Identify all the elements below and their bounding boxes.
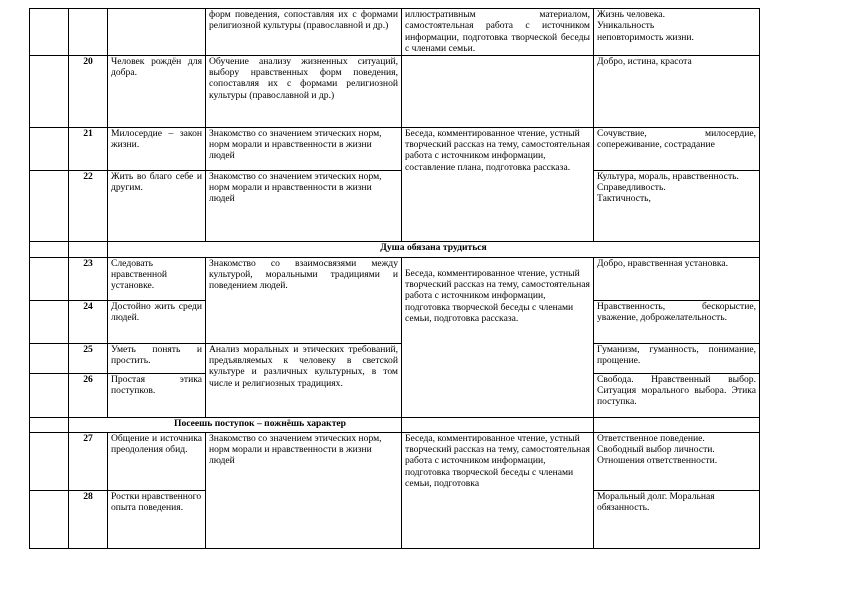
blank-cell [402, 417, 594, 432]
lesson-number: 28 [69, 490, 108, 548]
lesson-topic: Достойно жить среди людей. [108, 300, 206, 343]
lesson-content: Анализ моральных и этических требований, предъявляемых к человеку в светской культуре и различных культурных, в том числе и религиозных традициях. [206, 343, 402, 417]
section-title: Посеешь поступок – пожнёшь характер [69, 417, 402, 432]
blank-cell [30, 127, 69, 170]
table-row [30, 343, 760, 373]
blank-cell [30, 490, 69, 548]
lesson-topic: Милосердие – закон жизни. [108, 127, 206, 170]
lesson-number: 24 [69, 300, 108, 343]
lesson-plan-table [29, 8, 760, 549]
table-row [30, 127, 760, 170]
blank-cell [30, 257, 69, 300]
blank-cell [30, 170, 69, 241]
lesson-number: 21 [69, 127, 108, 170]
lesson-concepts: Ответственное поведение. Свободный выбор личности. Отношения ответственности. [594, 432, 760, 490]
lesson-number: 20 [69, 55, 108, 127]
blank-cell [30, 9, 69, 56]
lesson-concepts: Гуманизм, гуманность, понимание, прощение. [594, 343, 760, 373]
lesson-concepts: Жизнь человека. Уникальность неповторимость жизни. [594, 9, 760, 56]
table-row [30, 170, 760, 241]
lesson-concepts: Нравственность, бескорыстие, уважение, доброжелательность. [594, 300, 760, 343]
lesson-topic: Человек рождён для добра. [108, 55, 206, 127]
blank-cell [30, 373, 69, 417]
lesson-number: 27 [69, 432, 108, 490]
lesson-content: Знакомство со значением этических норм, норм морали и нравственности в жизни людей [206, 170, 402, 241]
blank-cell [594, 417, 760, 432]
blank-cell [402, 55, 594, 127]
lesson-activity: Беседа, комментированное чтение, устный творческий рассказ на тему, самостоятельная работа с источником информации, подготовка творческой беседы с членами семьи, подготовка [402, 432, 594, 548]
lesson-concepts: Добро, истина, красота [594, 55, 760, 127]
lesson-activity: иллюстративным материалом, самостоятельная работа с источником информации, подготовка творческой беседы с членами семьи. [402, 9, 594, 56]
blank-cell [30, 432, 69, 490]
lesson-content: Обучение анализу жизненных ситуаций, выбору нравственных форм поведения, сопоставляя их с формами религиозной культуры (православной и др.) [206, 55, 402, 127]
blank-cell [30, 343, 69, 373]
section-row [30, 417, 760, 432]
lesson-concepts: Добро, нравственная установка. [594, 257, 760, 300]
lesson-concepts: Культура, мораль, нравственность. Справедливость. Тактичность, [594, 170, 760, 241]
lesson-concepts: Сочувствие, милосердие, сопереживание, сострадание [594, 127, 760, 170]
lesson-activity: Беседа, комментированное чтение, устный творческий рассказ на тему, самостоятельная работа с источником информации, подготовка творческой беседы с членами семьи, подготовка рассказа. [402, 257, 594, 417]
lesson-number: 22 [69, 170, 108, 241]
section-row [30, 241, 760, 257]
table-row [30, 257, 760, 300]
blank-cell [30, 417, 69, 432]
lesson-topic: Простая этика поступков. [108, 373, 206, 417]
table-row [30, 55, 760, 127]
lesson-content: Знакомство со взаимосвязями между культурой, моральными традициями и поведением людей. [206, 257, 402, 343]
lesson-number [69, 9, 108, 56]
lesson-number: 25 [69, 343, 108, 373]
blank-cell [30, 300, 69, 343]
lesson-topic [108, 9, 206, 56]
lesson-number: 23 [69, 257, 108, 300]
lesson-topic: Уметь понять и простить. [108, 343, 206, 373]
lesson-topic: Ростки нравственного опыта поведения. [108, 490, 206, 548]
section-title: Душа обязана трудиться [108, 241, 760, 257]
blank-cell [69, 241, 108, 257]
lesson-content: Знакомство со значением этических норм, норм морали и нравственности в жизни людей [206, 432, 402, 548]
blank-cell [30, 55, 69, 127]
lesson-concepts: Свобода. Нравственный выбор. Ситуация морального выбора. Этика поступка. [594, 373, 760, 417]
lesson-topic: Общение и источника преодоления обид. [108, 432, 206, 490]
lesson-content: Знакомство со значением этических норм, норм морали и нравственности в жизни людей [206, 127, 402, 170]
lesson-number: 26 [69, 373, 108, 417]
lesson-activity: Беседа, комментированное чтение, устный творческий рассказ на тему, самостоятельная работа с источником информации, составление плана, подготовка рассказа. [402, 127, 594, 241]
lesson-concepts: Моральный долг. Моральная обязанность. [594, 490, 760, 548]
blank-cell [30, 241, 69, 257]
table-row [30, 9, 760, 56]
lesson-content: форм поведения, сопоставляя их с формами религиозной культуры (православной и др.) [206, 9, 402, 56]
lesson-topic: Следовать нравственной установке. [108, 257, 206, 300]
table-row [30, 432, 760, 490]
lesson-topic: Жить во благо себе и другим. [108, 170, 206, 241]
